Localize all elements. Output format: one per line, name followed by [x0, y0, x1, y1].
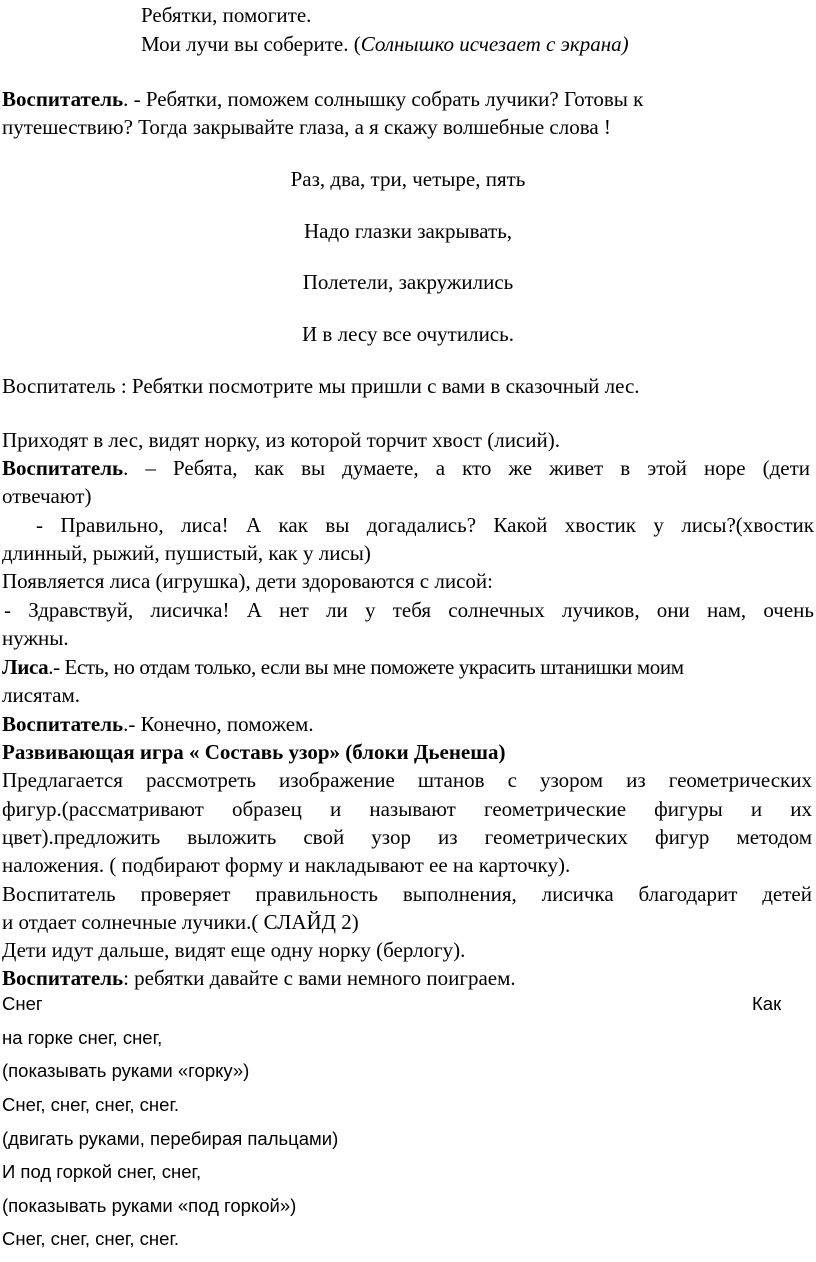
game2-line-5-text: И под горкой снег, снег, — [2, 1161, 202, 1182]
paragraph-10-text-4: наложения. ( подбирают форму и накладывают ее на карточку). — [2, 853, 571, 877]
paragraph-10-text-1: Предлагается рассмотреть изображение штанов с узором из геометрических — [2, 768, 812, 792]
speaker-label: Воспитатель — [2, 456, 124, 480]
poem-line-1 — [0, 166, 816, 193]
paragraph-5-line-1 — [36, 512, 814, 539]
game-heading-text: Развивающая игра « Составь узор» (блоки Дьенеша) — [2, 740, 506, 764]
paragraph-5-line-2 — [2, 540, 816, 567]
game2-line-3 — [2, 1094, 816, 1116]
intro-line-1-text: Ребятки, помогите. — [141, 3, 312, 27]
paragraph-10-text-3: цвет).предложить выложить свой узор из геометрических фигур методом — [2, 825, 812, 849]
paragraph-4-text: . – Ребята, как вы думаете, а кто же живет в этой норе (дети — [123, 456, 810, 480]
poem-line-3 — [0, 269, 816, 296]
game2-line-7 — [2, 1228, 816, 1250]
paragraph-12-text: Дети идут дальше, видят еще одну норку (берлогу). — [2, 938, 466, 962]
game2-title — [2, 993, 816, 1015]
paragraph-9-text: .- Конечно, поможем. — [123, 712, 314, 736]
intro-line-2-text: Мои лучи вы соберите. ( — [141, 32, 361, 56]
game-heading — [2, 739, 816, 766]
game2-line-5 — [2, 1161, 816, 1183]
intro-stage-direction: Солнышко исчезает с экрана) — [360, 32, 629, 56]
paragraph-10-text-2: фигур.(рассматривают образец и называют геометрические фигуры и их — [2, 797, 812, 821]
paragraph-7-line-1 — [4, 597, 814, 624]
game2-line-4 — [2, 1128, 816, 1150]
paragraph-5-text-2: длинный, рыжий, пушистый, как у лисы) — [2, 541, 371, 565]
paragraph-3 — [2, 427, 816, 454]
game2-line-1 — [2, 1027, 816, 1049]
paragraph-13 — [2, 965, 816, 992]
paragraph-10-line-3 — [2, 824, 812, 851]
paragraph-11-line-2 — [2, 909, 816, 936]
intro-line-1 — [141, 2, 816, 29]
paragraph-1-text: . - Ребятки, поможем солнышку собрать лучики? Готовы к — [123, 87, 644, 111]
game2-line-3-text: Снег, снег, снег, снег. — [2, 1094, 180, 1115]
game2-right-word — [752, 993, 816, 1015]
paragraph-11-text-2: и отдает солнечные лучики.( СЛАЙД 2) — [2, 910, 359, 934]
paragraph-8-line-1 — [2, 654, 814, 681]
paragraph-1-line-1 — [2, 86, 758, 113]
paragraph-7-line-2 — [2, 625, 816, 652]
paragraph-9 — [2, 711, 816, 738]
paragraph-7-text-2: нужны. — [2, 626, 69, 650]
speaker-label: Воспитатель — [2, 712, 124, 736]
game2-right-word-text: Как — [752, 993, 782, 1014]
game2-line-6 — [2, 1195, 816, 1217]
paragraph-8-text: .- Есть, но отдам только, если вы мне поможете украсить штанишки моим — [48, 655, 684, 679]
poem-line-2-text: Надо глазки закрывать, — [303, 219, 513, 243]
intro-line-2 — [141, 31, 816, 58]
game2-line-2-text: (показывать руками «горку») — [2, 1060, 250, 1081]
poem-line-3-text: Полетели, закружились — [302, 270, 514, 294]
paragraph-12 — [2, 937, 816, 964]
paragraph-1-line-2 — [2, 114, 816, 141]
paragraph-10-line-4 — [2, 852, 816, 879]
game2-line-6-text: (показывать руками «под горкой») — [2, 1195, 297, 1216]
paragraph-4-line-1 — [2, 455, 810, 482]
speaker-label: Воспитатель — [2, 966, 124, 990]
game2-line-1-text: на горке снег, снег, — [2, 1027, 163, 1048]
paragraph-4-line-2 — [2, 483, 816, 510]
paragraph-2-text: Воспитатель : Ребятки посмотрите мы пришли с вами в сказочный лес. — [2, 374, 640, 398]
poem-line-1-text: Раз, два, три, четыре, пять — [290, 167, 526, 191]
paragraph-10-line-2 — [2, 796, 812, 823]
paragraph-2 — [2, 373, 816, 400]
paragraph-5-text: - Правильно, лиса! А как вы догадались? Какой хвостик у лисы?(хвостик — [36, 513, 814, 537]
poem-line-4 — [0, 321, 816, 348]
paragraph-11-text-1: Воспитатель проверяет правильность выполнения, лисичка благодарит детей — [2, 882, 812, 906]
paragraph-8-text-2: лисятам. — [2, 683, 80, 707]
game2-line-7-text: Снег, снег, снег, снег. — [2, 1228, 180, 1249]
paragraph-1-text-2: путешествию? Тогда закрывайте глаза, а я скажу волшебные слова ! — [2, 115, 611, 139]
speaker-label: Лиса — [2, 655, 49, 679]
game2-line-4-text: (двигать руками, перебирая пальцами) — [2, 1128, 339, 1149]
poem-line-2 — [0, 218, 816, 245]
paragraph-8-line-2 — [2, 682, 816, 709]
poem-line-4-text: И в лесу все очутились. — [302, 322, 514, 346]
paragraph-3-text: Приходят в лес, видят норку, из которой торчит хвост (лисий). — [2, 428, 560, 452]
paragraph-4-text-2: отвечают) — [2, 484, 92, 508]
paragraph-6-text: Появляется лиса (игрушка), дети здороваются с лисой: — [2, 569, 493, 593]
paragraph-6 — [2, 568, 816, 595]
paragraph-13-text: : ребятки давайте с вами немного поиграем. — [123, 966, 516, 990]
paragraph-11-line-1 — [2, 881, 812, 908]
game2-title-text: Снег — [2, 993, 43, 1014]
game2-line-2 — [2, 1060, 816, 1082]
speaker-label: Воспитатель — [2, 87, 124, 111]
paragraph-7-text: - Здравствуй, лисичка! А нет ли у тебя солнечных лучиков, они нам, очень — [4, 598, 814, 622]
paragraph-10-line-1 — [2, 767, 812, 794]
